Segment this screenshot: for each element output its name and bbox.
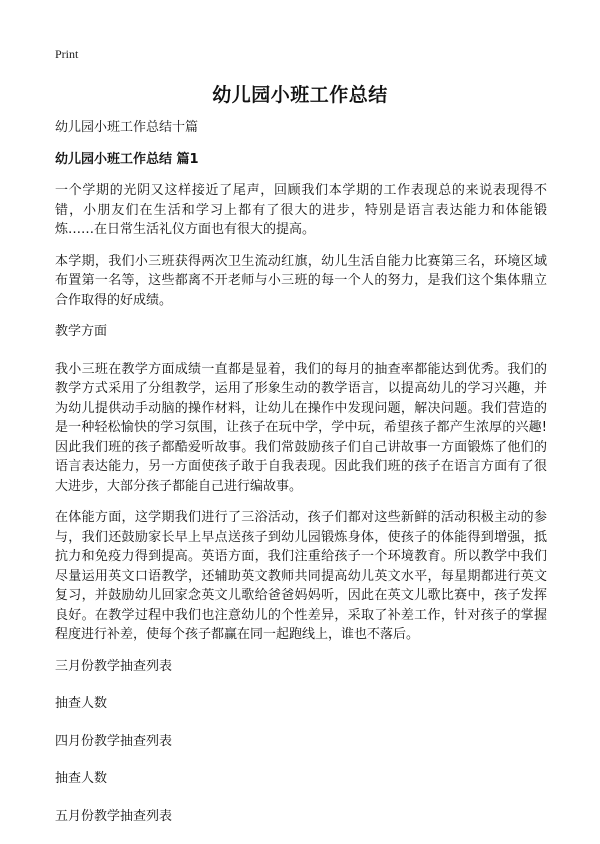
may-table-title: 五月份教学抽查列表 [55, 808, 173, 824]
paragraph-physical: 在体能方面，这学期我们进行了三浴活动，孩子们都对这些新鲜的活动积极主动的参与，我们还鼓励家长早上早点送孩子到幼儿园锻炼身体，使孩子的体能得到增强，抵抗力和免疫力得到提高。英语方面，我们注重给孩子一个环境教育。所以教学中我们尽量运用英文口语教学，还辅助英文教师共同提高幼儿英文水平，每星期都进行英文复习，并鼓励幼儿回家念英文儿歌给爸爸妈妈听，因此在英文儿歌比赛中，孩子发挥良好。在教学过程中我们也注意幼儿的个性差异，采取了补差工作，针对孩子的掌握程度进行补差，使每个孩子都赢在同一起跑线上，谁也不落后。 [55, 510, 547, 642]
paragraph-intro: 一个学期的光阴又这样接近了尾声，回顾我们本学期的工作表现总的来说表现得不错，小朋友们在生活和学习上都有了很大的进步，特别是语言表达能力和体能锻炼……在日常生活礼仪方面也有很大的提高。 [55, 183, 547, 237]
document-content [55, 118, 547, 844]
document-title: 幼儿园小班工作总结 [212, 84, 388, 106]
paragraph-achievements: 本学期，我们小三班获得两次卫生流动红旗，幼儿生活自能力比赛第三名，环境区域布置第一名等，这些都离不开老师与小三班的每一个人的努力，是我们这个集体鼎立合作取得的好成绩。 [55, 253, 547, 308]
april-table-title: 四月份教学抽查列表 [55, 733, 173, 749]
teaching-heading: 教学方面 [55, 324, 108, 339]
march-count-label: 抽查人数 [55, 696, 108, 711]
document-subtitle: 幼儿园小班工作总结十篇 [55, 120, 199, 135]
paragraph-teaching: 我小三班在教学方面成绩一直都是显着，我们的每月的抽查率都能达到优秀。我们的教学方式采用了分组教学，运用了形象生动的教学语言，以提高幼儿的学习兴趣，并为幼儿提供动手动脑的操作材料，让幼儿在操作中发现问题，解决问题。我们营造的是一种轻松愉快的学习氛围，让孩子在玩中学，学中玩，希望孩子都产生浓厚的兴趣!因此我们班的孩子都酷爱听故事。我们常鼓励孩子们自己讲故事一方面锻炼了他们的语言表达能力，另一方面使孩子敢于自我表现。因此我们班的孩子在语言方面有了很大进步，大部分孩子都能自己进行编故事。 [55, 361, 547, 494]
april-count-label: 抽查人数 [55, 771, 108, 786]
print-label: Print [55, 47, 79, 61]
section-heading: 幼儿园小班工作总结 篇1 [55, 151, 199, 167]
march-table-title: 三月份教学抽查列表 [55, 658, 173, 674]
